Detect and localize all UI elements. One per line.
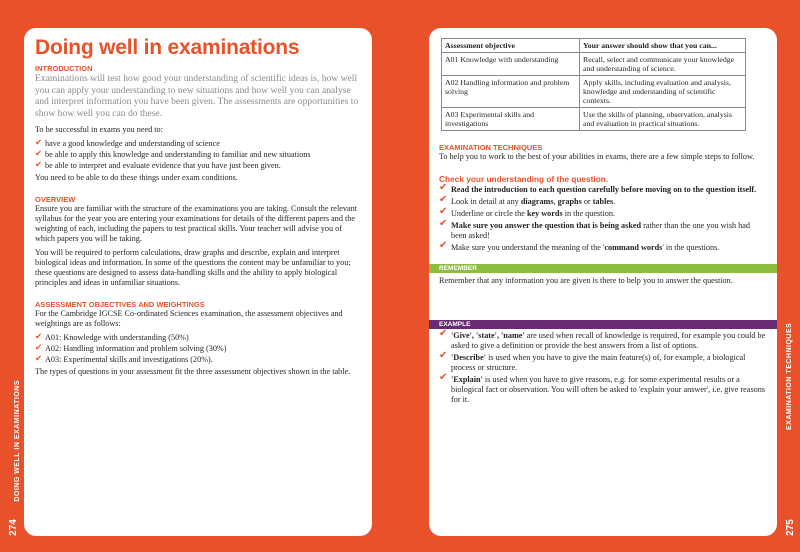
left-side-label: DOING WELL IN EXAMINATIONS — [14, 380, 21, 502]
list-item: ✔ Underline or circle the key words in the question. — [439, 206, 615, 218]
check-icon: ✔ — [35, 332, 43, 342]
list-item: ✔ be able to apply this knowledge and understanding to familiar and new situations — [35, 149, 311, 159]
check-icon: ✔ — [35, 160, 43, 170]
assessment-after: The types of questions in your assessment fit the three assessment objectives shown in the table. — [35, 367, 351, 376]
intro-text: Examinations will test how good your understanding of scientific ideas is, how well you can apply your understanding to new situations and how well you can analyse and interpret information you have been given. The assessments are opportunities to show how well you can do these. — [35, 73, 359, 119]
table-row — [442, 53, 746, 76]
check-icon: ✔ — [439, 328, 448, 339]
check-icon: ✔ — [439, 182, 448, 193]
list-item: ✔ Make sure you understand the meaning of the 'command words' in the questions. — [439, 240, 720, 252]
table-row — [442, 108, 746, 131]
table-cell: A01 Knowledge with understanding — [442, 53, 580, 76]
list-item: ✔ Make sure you answer the question that is being asked rather than the one you wish had been asked! — [439, 218, 751, 240]
table-cell: A02 Handling information and problem solving — [442, 76, 580, 108]
assessment-list — [35, 333, 361, 365]
list-item: ✔ Look in detail at any diagrams, graphs or tables. — [439, 194, 616, 206]
success-list — [35, 139, 361, 171]
overview-paragraph: You will be required to perform calculations, draw graphs and describe, explain and interpret biological ideas and information. In some of the questions the content may be unfamiliar to you; these questions are designed to assess data-handling skills and the ability to apply biological principles and ideas in unfamiliar situations. — [35, 248, 351, 287]
table-row — [442, 76, 746, 108]
table-header: Assessment objective — [442, 39, 580, 53]
table-cell: Recall, select and communicate your knowledge and understanding of science. — [580, 53, 746, 76]
check-list — [439, 182, 767, 253]
list-item: ✔ 'Give', 'state', 'name' are used when recall of knowledge is required, for example you could be asked to give a definition or provide the best answers from a list of options. — [439, 328, 766, 350]
techniques-heading: EXAMINATION TECHNIQUES — [439, 143, 543, 152]
objectives-table — [441, 38, 746, 131]
page-title: Doing well in examinations — [35, 36, 300, 59]
overview-heading: OVERVIEW — [35, 195, 76, 204]
right-side-label: EXAMINATION TECHNIQUES — [786, 322, 793, 430]
check-icon: ✔ — [35, 354, 43, 364]
right-page — [429, 28, 777, 536]
check-icon: ✔ — [439, 240, 448, 251]
remember-text: Remember that any information you are given is there to help you to answer the question. — [439, 276, 733, 285]
overview-paragraph: Ensure you are familiar with the structure of the examinations you are taking. Consult the relevant syllabus for the year you are entering your examinations for details of the different papers and the weighting of each, including the papers to test practical skills. Your teacher will advise you of which papers you will be taking. — [35, 204, 357, 243]
success-lead: To be successful in exams you need to: — [35, 125, 163, 134]
list-item: ✔ A02: Handling information and problem solving (30%) — [35, 343, 227, 353]
example-list — [439, 328, 767, 405]
list-item: ✔ 'Describe' is used when you have to give the main feature(s) of, for example, a biological process or structure. — [439, 350, 746, 372]
right-page-number: 275 — [784, 519, 796, 536]
list-item: ✔ A01: Knowledge with understanding (50%) — [35, 332, 189, 342]
check-icon: ✔ — [35, 149, 43, 159]
list-item: ✔ A03: Experimental skills and investigations (20%). — [35, 354, 213, 364]
check-icon: ✔ — [439, 194, 448, 205]
intro-heading: INTRODUCTION — [35, 64, 93, 73]
success-after: You need to be able to do these things under exam conditions. — [35, 173, 238, 182]
list-item: ✔ 'Explain' is used when you have to give reasons, e.g. for some experimental results or a biological fact or observation. You will often be asked to 'explain your answer', i.e. give reasons for it. — [439, 372, 765, 404]
table-header: Your answer should show that you can... — [580, 39, 746, 53]
check-icon: ✔ — [439, 218, 448, 229]
techniques-text: To help you to work to the best of your abilities in exams, there are a few simple steps to follow. — [439, 152, 755, 161]
list-item: ✔ be able to interpret and evaluate evidence that you have just been given. — [35, 160, 281, 170]
check-icon: ✔ — [439, 372, 448, 383]
check-icon: ✔ — [35, 343, 43, 353]
table-header-row — [442, 39, 746, 53]
list-item: ✔ Read the introduction to each question carefully before moving on to the question itself. — [439, 182, 757, 194]
left-page-number: 274 — [7, 519, 19, 536]
table-cell: Use the skills of planning, observation, analysis and evaluation in practical situations. — [580, 108, 746, 131]
assessment-lead: For the Cambridge IGCSE Co-ordinated Sciences examination, the assessment objectives and weightings are as follows: — [35, 309, 343, 328]
assessment-heading: ASSESSMENT OBJECTIVES AND WEIGHTINGS — [35, 300, 205, 309]
remember-bar: REMEMBER — [429, 264, 777, 273]
check-icon: ✔ — [439, 350, 448, 361]
example-bar: EXAMPLE — [429, 320, 777, 329]
table-cell: A03 Experimental skills and investigations — [442, 108, 580, 131]
check-icon: ✔ — [35, 138, 43, 148]
check-heading: Check your understanding of the question. — [439, 174, 609, 184]
list-item: ✔ have a good knowledge and understanding of science — [35, 138, 220, 148]
check-icon: ✔ — [439, 206, 448, 217]
left-page — [24, 28, 372, 536]
table-cell: Apply skills, including evaluation and analysis, knowledge and understanding of scientific contexts. — [580, 76, 746, 108]
